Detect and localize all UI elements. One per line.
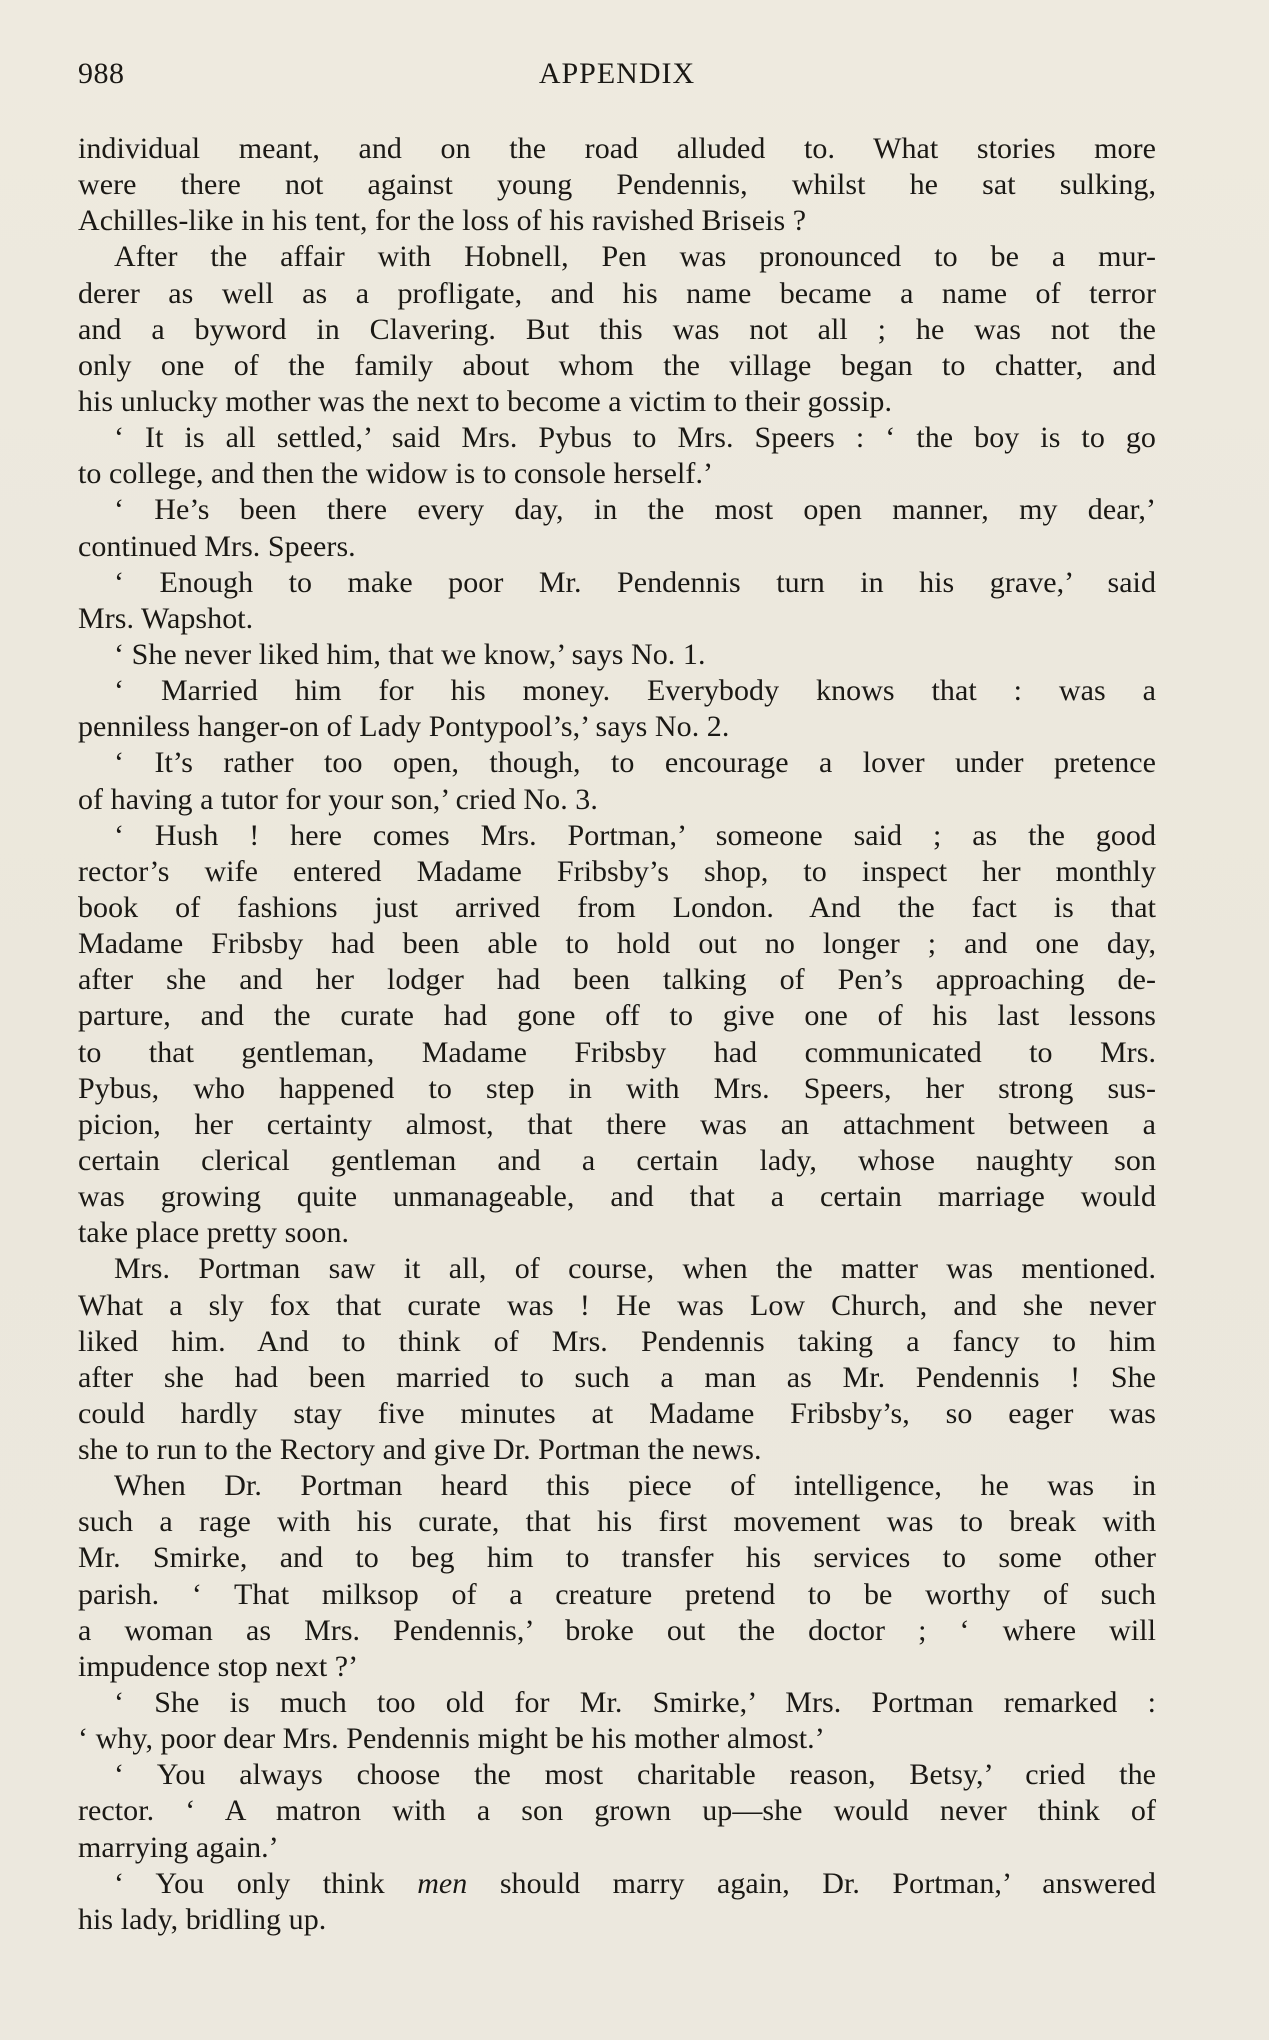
text-line: Achilles-like in his tent, for the loss of his ravished Briseis ?: [78, 204, 807, 238]
text-line: of having a tutor for your son,’ cried No. 3.: [78, 782, 598, 816]
running-head: [78, 52, 1156, 96]
emphasis-word: men: [417, 1866, 468, 1900]
text-line: ‘ It is all settled,’ said Mrs. Pybus to Mrs. Speers : ‘ the boy is to go: [114, 421, 1156, 455]
text-line: Mr. Smirke, and to beg him to transfer his services to some other: [78, 1541, 1156, 1575]
text-line-with-emphasis: [78, 1866, 1156, 1902]
page-header-title: APPENDIX: [538, 57, 696, 90]
text-line: such a rage with his curate, that his first movement was to break with: [78, 1505, 1156, 1539]
text-line: to that gentleman, Madame Fribsby had communicated to Mrs.: [78, 1035, 1156, 1069]
text-line: ‘ It’s rather too open, though, to encourage a lover under pretence: [114, 746, 1156, 780]
text-line: impudence stop next ?’: [78, 1649, 359, 1683]
text-segment: ‘ You only think: [114, 1866, 418, 1900]
text-line: ‘ Enough to make poor Mr. Pendennis turn in his grave,’ said: [114, 565, 1156, 599]
text-line: Mrs. Portman saw it all, of course, when the matter was mentioned.: [114, 1252, 1156, 1286]
text-line: marrying again.’: [78, 1830, 279, 1864]
text-segment: should marry again, Dr. Portman,’ answered: [467, 1866, 1156, 1900]
text-line: certain clerical gentleman and a certain lady, whose naughty son: [78, 1143, 1156, 1177]
text-line: were there not against young Pendennis, whilst he sat sulking,: [78, 168, 1156, 202]
body-text: [78, 131, 1156, 1938]
text-line: rector’s wife entered Madame Fribsby’s shop, to inspect her monthly: [78, 854, 1156, 888]
text-line: after she had been married to such a man as Mr. Pendennis ! She: [78, 1360, 1156, 1394]
text-line: derer as well as a profligate, and his name became a name of terror: [78, 276, 1156, 310]
text-line: to college, and then the widow is to console herself.’: [78, 457, 714, 491]
text-line: ‘ You always choose the most charitable reason, Betsy,’ cried the: [114, 1758, 1156, 1792]
text-line: Madame Fribsby had been able to hold out no longer ; and one day,: [78, 927, 1156, 961]
text-line: parish. ‘ That milksop of a creature pretend to be worthy of such: [78, 1577, 1156, 1611]
text-line: and a byword in Clavering. But this was not all ; he was not the: [78, 312, 1156, 346]
text-line: Mrs. Wapshot.: [78, 601, 254, 635]
text-line: a woman as Mrs. Pendennis,’ broke out the doctor ; ‘ where will: [78, 1613, 1156, 1647]
text-line: continued Mrs. Speers.: [78, 529, 356, 563]
text-line: she to run to the Rectory and give Dr. Portman the news.: [78, 1433, 762, 1467]
text-line: What a sly fox that curate was ! He was Low Church, and she never: [78, 1288, 1156, 1322]
text-line: individual meant, and on the road alluded to. What stories more: [78, 132, 1156, 165]
text-line: could hardly stay five minutes at Madame Fribsby’s, so eager was: [78, 1396, 1156, 1430]
text-line: When Dr. Portman heard this piece of intelligence, he was in: [114, 1469, 1156, 1503]
text-line: his unlucky mother was the next to become a victim to their gossip.: [78, 384, 893, 418]
text-line: picion, her certainty almost, that there was an attachment between a: [78, 1107, 1156, 1141]
text-line: book of fashions just arrived from London. And the fact is that: [78, 890, 1156, 924]
text-line: his lady, bridling up.: [78, 1902, 327, 1936]
text-line: Pybus, who happened to step in with Mrs. Speers, her strong sus-: [78, 1071, 1156, 1105]
text-line: only one of the family about whom the village began to chatter, and: [78, 348, 1156, 382]
page-number: 988: [78, 57, 125, 90]
text-line: penniless hanger-on of Lady Pontypool’s,’ says No. 2.: [78, 710, 730, 744]
text-line: was growing quite unmanageable, and that a certain marriage would: [78, 1180, 1156, 1214]
text-line: ‘ Hush ! here comes Mrs. Portman,’ someone said ; as the good: [114, 818, 1156, 852]
text-line: After the affair with Hobnell, Pen was pronounced to be a mur-: [114, 240, 1156, 274]
text-line: ‘ He’s been there every day, in the most open manner, my dear,’: [114, 493, 1156, 527]
text-line: ‘ She never liked him, that we know,’ says No. 1.: [114, 637, 706, 671]
text-line: ‘ She is much too old for Mr. Smirke,’ Mrs. Portman remarked :: [114, 1686, 1156, 1720]
text-line: take place pretty soon.: [78, 1216, 350, 1250]
text-line: rector. ‘ A matron with a son grown up—she would never think of: [78, 1794, 1156, 1828]
text-line: ‘ why, poor dear Mrs. Pendennis might be his mother almost.’: [78, 1722, 825, 1756]
text-line: liked him. And to think of Mrs. Pendennis taking a fancy to him: [78, 1324, 1156, 1358]
text-line: parture, and the curate had gone off to give one of his last lessons: [78, 999, 1156, 1033]
text-line: after she and her lodger had been talking of Pen’s approaching de-: [78, 963, 1156, 997]
text-line: ‘ Married him for his money. Everybody knows that : was a: [114, 674, 1156, 708]
